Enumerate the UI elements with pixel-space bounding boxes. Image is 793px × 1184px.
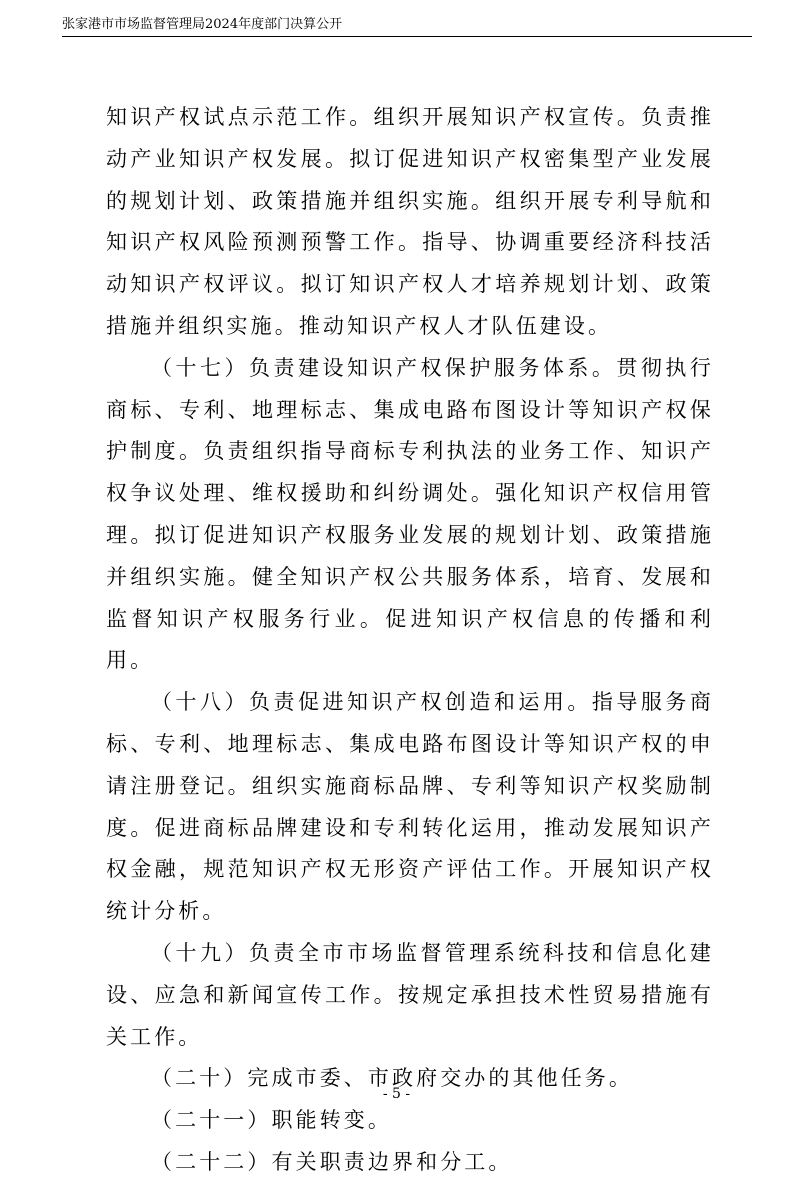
page-header: [62, 12, 752, 37]
document-body: [106, 97, 714, 1184]
paragraph-item-19: （十九）负责全市市场监督管理系统科技和信息化建设、应急和新闻宣传工作。按规定承担技术性贸易措施有关工作。: [106, 940, 714, 1049]
paragraph-item-20: （二十）完成市委、市政府交办的其他任务。: [151, 1066, 633, 1091]
paragraph-item-21: （二十一）职能转变。: [151, 1108, 392, 1133]
header-title: 张家港市市场监督管理局2024年度部门决算公开: [62, 17, 343, 32]
paragraph-item-18: （十八）负责促进知识产权创造和运用。指导服务商标、专利、地理标志、集成电路布图设计等知识产权的申请注册登记。组织实施商标品牌、专利等知识产权奖励制度。促进商标品牌建设和专利转化运用，推动发展知识产权金融，规范知识产权无形资产评估工作。开展知识产权统计分析。: [106, 690, 714, 924]
page-number: - 5 -: [382, 1086, 411, 1102]
paragraph-continued: 知识产权试点示范工作。组织开展知识产权宣传。负责推动产业知识产权发展。拟订促进知识产权密集型产业发展的规划计划、政策措施并组织实施。组织开展专利导航和知识产权风险预测预警工作。指导、协调重要经济科技活动知识产权评议。拟订知识产权人才培养规划计划、政策措施并组织实施。推动知识产权人才队伍建设。: [106, 105, 714, 338]
paragraph-item-22: （二十二）有关职责边界和分工。: [151, 1149, 513, 1174]
paragraph-item-17: （十七）负责建设知识产权保护服务体系。贯彻执行商标、专利、地理标志、集成电路布图设计等知识产权保护制度。负责组织指导商标专利执法的业务工作、知识产权争议处理、维权援助和纠纷调处。强化知识产权信用管理。拟订促进知识产权服务业发展的规划计划、政策措施并组织实施。健全知识产权公共服务体系，培育、发展和监督知识产权服务行业。促进知识产权信息的传播和利用。: [106, 355, 714, 673]
